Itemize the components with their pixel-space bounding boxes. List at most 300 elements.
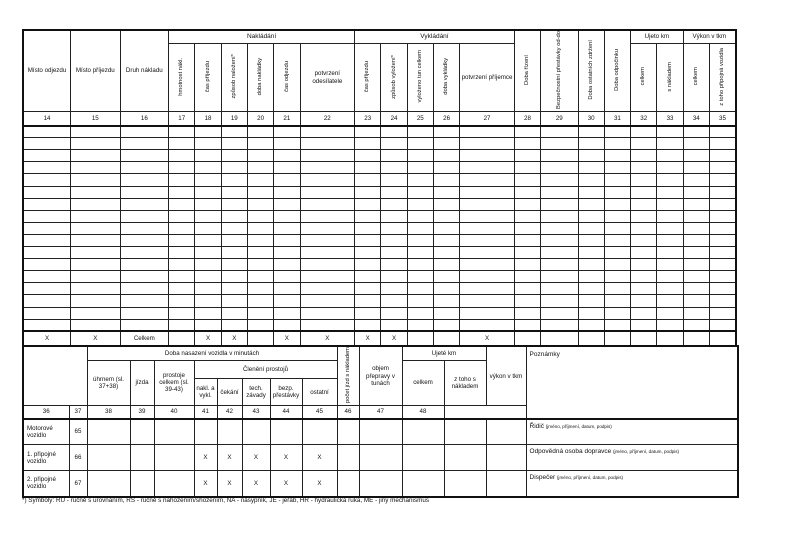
entry-cell[interactable]: [381, 138, 407, 150]
entry-cell[interactable]: [407, 259, 433, 271]
entry-cell[interactable]: [631, 307, 657, 319]
entry-cell[interactable]: [407, 222, 433, 234]
entry-cell[interactable]: [460, 162, 515, 174]
entry-cell[interactable]: [300, 295, 355, 307]
entry-cell[interactable]: [578, 295, 604, 307]
entry-cell[interactable]: [300, 259, 355, 271]
entry-cell[interactable]: [195, 283, 221, 295]
entry-cell[interactable]: [541, 259, 578, 271]
entry-cell[interactable]: [23, 138, 71, 150]
entry-cell[interactable]: [631, 150, 657, 162]
entry-cell[interactable]: [195, 150, 221, 162]
vehicle-cell[interactable]: [444, 445, 486, 471]
entry-cell[interactable]: [247, 198, 273, 210]
entry-cell[interactable]: [578, 210, 604, 222]
entry-cell[interactable]: [541, 271, 578, 283]
entry-cell[interactable]: [657, 259, 683, 271]
entry-cell[interactable]: [381, 186, 407, 198]
entry-cell[interactable]: [657, 295, 683, 307]
entry-cell[interactable]: [541, 162, 578, 174]
entry-cell[interactable]: [195, 222, 221, 234]
entry-cell[interactable]: [514, 319, 540, 331]
entry-cell[interactable]: [221, 259, 247, 271]
entry-cell[interactable]: [274, 198, 300, 210]
entry-cell[interactable]: [381, 283, 407, 295]
entry-cell[interactable]: [120, 271, 169, 283]
entry-cell[interactable]: [709, 271, 736, 283]
entry-cell[interactable]: [541, 283, 578, 295]
entry-cell[interactable]: [355, 198, 381, 210]
entry-cell[interactable]: [120, 295, 169, 307]
entry-cell[interactable]: [120, 186, 169, 198]
entry-cell[interactable]: [381, 126, 407, 138]
entry-cell[interactable]: [355, 186, 381, 198]
entry-cell[interactable]: [683, 210, 709, 222]
vehicle-cell[interactable]: X: [194, 445, 217, 471]
entry-cell[interactable]: [221, 162, 247, 174]
entry-cell[interactable]: [604, 210, 630, 222]
entry-cell[interactable]: [169, 234, 195, 246]
entry-cell[interactable]: [195, 234, 221, 246]
entry-cell[interactable]: [407, 295, 433, 307]
entry-cell[interactable]: [631, 222, 657, 234]
entry-cell[interactable]: [169, 210, 195, 222]
entry-cell[interactable]: [407, 198, 433, 210]
entry-cell[interactable]: [247, 210, 273, 222]
entry-cell[interactable]: [407, 247, 433, 259]
entry-cell[interactable]: [578, 222, 604, 234]
entry-cell[interactable]: [221, 307, 247, 319]
entry-cell[interactable]: [709, 234, 736, 246]
entry-cell[interactable]: [604, 174, 630, 186]
vehicle-cell[interactable]: [337, 445, 359, 471]
entry-cell[interactable]: [631, 174, 657, 186]
entry-cell[interactable]: [247, 295, 273, 307]
entry-cell[interactable]: [578, 162, 604, 174]
entry-cell[interactable]: [247, 247, 273, 259]
entry-cell[interactable]: [300, 186, 355, 198]
entry-cell[interactable]: [631, 198, 657, 210]
entry-cell[interactable]: [541, 247, 578, 259]
entry-cell[interactable]: [709, 247, 736, 259]
entry-cell[interactable]: [247, 174, 273, 186]
entry-cell[interactable]: [604, 138, 630, 150]
entry-cell[interactable]: [23, 174, 71, 186]
entry-cell[interactable]: [460, 210, 515, 222]
entry-cell[interactable]: [657, 162, 683, 174]
entry-cell[interactable]: [300, 283, 355, 295]
vehicle-cell[interactable]: [486, 445, 526, 471]
entry-cell[interactable]: [433, 234, 459, 246]
entry-cell[interactable]: [683, 162, 709, 174]
vehicle-cell[interactable]: [359, 471, 402, 497]
entry-cell[interactable]: [274, 150, 300, 162]
entry-cell[interactable]: [709, 150, 736, 162]
entry-cell[interactable]: [578, 150, 604, 162]
entry-cell[interactable]: [169, 150, 195, 162]
entry-cell[interactable]: [71, 283, 121, 295]
entry-cell[interactable]: [274, 319, 300, 331]
entry-cell[interactable]: [120, 319, 169, 331]
entry-cell[interactable]: [355, 271, 381, 283]
entry-cell[interactable]: [460, 198, 515, 210]
entry-cell[interactable]: [407, 174, 433, 186]
entry-cell[interactable]: [709, 307, 736, 319]
entry-cell[interactable]: [274, 222, 300, 234]
entry-cell[interactable]: [657, 186, 683, 198]
entry-cell[interactable]: [247, 259, 273, 271]
entry-cell[interactable]: [631, 138, 657, 150]
entry-cell[interactable]: [247, 126, 273, 138]
entry-cell[interactable]: [169, 138, 195, 150]
entry-cell[interactable]: [381, 210, 407, 222]
entry-cell[interactable]: [657, 150, 683, 162]
entry-cell[interactable]: [433, 150, 459, 162]
entry-cell[interactable]: [300, 210, 355, 222]
entry-cell[interactable]: [514, 222, 540, 234]
entry-cell[interactable]: [23, 126, 71, 138]
entry-cell[interactable]: [247, 150, 273, 162]
entry-cell[interactable]: [71, 186, 121, 198]
entry-cell[interactable]: [433, 210, 459, 222]
entry-cell[interactable]: [355, 210, 381, 222]
entry-cell[interactable]: [514, 198, 540, 210]
entry-cell[interactable]: [355, 162, 381, 174]
entry-cell[interactable]: [541, 295, 578, 307]
entry-cell[interactable]: [683, 247, 709, 259]
entry-cell[interactable]: [300, 198, 355, 210]
entry-cell[interactable]: [247, 234, 273, 246]
entry-cell[interactable]: [23, 295, 71, 307]
entry-cell[interactable]: [683, 295, 709, 307]
vehicle-cell[interactable]: [337, 419, 359, 445]
entry-cell[interactable]: [604, 259, 630, 271]
entry-cell[interactable]: [23, 186, 71, 198]
entry-cell[interactable]: [578, 186, 604, 198]
vehicle-cell[interactable]: [359, 419, 402, 445]
entry-cell[interactable]: [683, 222, 709, 234]
entry-cell[interactable]: [71, 126, 121, 138]
entry-cell[interactable]: [247, 186, 273, 198]
entry-cell[interactable]: [541, 126, 578, 138]
entry-cell[interactable]: [657, 283, 683, 295]
entry-cell[interactable]: [120, 138, 169, 150]
entry-cell[interactable]: [120, 198, 169, 210]
entry-cell[interactable]: [709, 162, 736, 174]
entry-cell[interactable]: [71, 271, 121, 283]
vehicle-cell[interactable]: [337, 471, 359, 497]
vehicle-cell[interactable]: [486, 419, 526, 445]
entry-cell[interactable]: [433, 198, 459, 210]
entry-cell[interactable]: [274, 307, 300, 319]
entry-cell[interactable]: [169, 174, 195, 186]
entry-cell[interactable]: [71, 138, 121, 150]
entry-cell[interactable]: [683, 186, 709, 198]
entry-cell[interactable]: [23, 247, 71, 259]
entry-cell[interactable]: [433, 295, 459, 307]
entry-cell[interactable]: [709, 198, 736, 210]
entry-cell[interactable]: [514, 247, 540, 259]
entry-cell[interactable]: [631, 126, 657, 138]
entry-cell[interactable]: [631, 319, 657, 331]
entry-cell[interactable]: [381, 319, 407, 331]
entry-cell[interactable]: [355, 307, 381, 319]
entry-cell[interactable]: [195, 162, 221, 174]
entry-cell[interactable]: [274, 210, 300, 222]
vehicle-cell[interactable]: X: [270, 445, 302, 471]
vehicle-cell[interactable]: X: [242, 445, 270, 471]
entry-cell[interactable]: [23, 162, 71, 174]
entry-cell[interactable]: [683, 126, 709, 138]
entry-cell[interactable]: [195, 138, 221, 150]
entry-cell[interactable]: [460, 222, 515, 234]
vehicle-cell[interactable]: X: [242, 471, 270, 497]
entry-cell[interactable]: [683, 234, 709, 246]
entry-cell[interactable]: [195, 295, 221, 307]
entry-cell[interactable]: [460, 174, 515, 186]
entry-cell[interactable]: [120, 210, 169, 222]
entry-cell[interactable]: [195, 186, 221, 198]
entry-cell[interactable]: [604, 222, 630, 234]
entry-cell[interactable]: [460, 186, 515, 198]
entry-cell[interactable]: [683, 307, 709, 319]
entry-cell[interactable]: [514, 150, 540, 162]
entry-cell[interactable]: [195, 307, 221, 319]
entry-cell[interactable]: [460, 138, 515, 150]
entry-cell[interactable]: [71, 198, 121, 210]
signature-field[interactable]: [526, 419, 738, 445]
entry-cell[interactable]: [514, 186, 540, 198]
entry-cell[interactable]: [120, 283, 169, 295]
entry-cell[interactable]: [541, 210, 578, 222]
entry-cell[interactable]: [683, 174, 709, 186]
entry-cell[interactable]: [381, 150, 407, 162]
entry-cell[interactable]: [657, 247, 683, 259]
entry-cell[interactable]: [578, 198, 604, 210]
entry-cell[interactable]: [381, 198, 407, 210]
entry-cell[interactable]: [169, 319, 195, 331]
entry-cell[interactable]: [300, 222, 355, 234]
entry-cell[interactable]: [407, 307, 433, 319]
entry-cell[interactable]: [195, 271, 221, 283]
entry-cell[interactable]: [657, 319, 683, 331]
vehicle-cell[interactable]: [130, 419, 154, 445]
entry-cell[interactable]: [23, 234, 71, 246]
entry-cell[interactable]: [221, 247, 247, 259]
entry-cell[interactable]: [433, 126, 459, 138]
entry-cell[interactable]: [604, 126, 630, 138]
entry-cell[interactable]: [578, 174, 604, 186]
entry-cell[interactable]: [631, 186, 657, 198]
entry-cell[interactable]: [604, 295, 630, 307]
entry-cell[interactable]: [460, 307, 515, 319]
entry-cell[interactable]: [578, 271, 604, 283]
entry-cell[interactable]: [120, 307, 169, 319]
entry-cell[interactable]: [683, 150, 709, 162]
vehicle-cell[interactable]: X: [194, 471, 217, 497]
vehicle-cell[interactable]: [270, 419, 302, 445]
vehicle-cell[interactable]: [217, 419, 242, 445]
entry-cell[interactable]: [23, 210, 71, 222]
vehicle-cell[interactable]: [154, 445, 194, 471]
entry-cell[interactable]: [120, 259, 169, 271]
entry-cell[interactable]: [407, 210, 433, 222]
entry-cell[interactable]: [433, 186, 459, 198]
entry-cell[interactable]: [604, 247, 630, 259]
entry-cell[interactable]: [247, 307, 273, 319]
entry-cell[interactable]: [683, 259, 709, 271]
entry-cell[interactable]: [657, 126, 683, 138]
entry-cell[interactable]: [433, 162, 459, 174]
entry-cell[interactable]: [578, 126, 604, 138]
entry-cell[interactable]: [433, 319, 459, 331]
entry-cell[interactable]: [71, 259, 121, 271]
entry-cell[interactable]: [514, 259, 540, 271]
vehicle-cell[interactable]: X: [302, 471, 337, 497]
entry-cell[interactable]: [657, 271, 683, 283]
entry-cell[interactable]: [195, 259, 221, 271]
entry-cell[interactable]: [433, 283, 459, 295]
entry-cell[interactable]: [604, 271, 630, 283]
entry-cell[interactable]: [355, 138, 381, 150]
entry-cell[interactable]: [274, 271, 300, 283]
entry-cell[interactable]: [578, 259, 604, 271]
entry-cell[interactable]: [683, 271, 709, 283]
entry-cell[interactable]: [23, 283, 71, 295]
entry-cell[interactable]: [274, 234, 300, 246]
entry-cell[interactable]: [120, 234, 169, 246]
entry-cell[interactable]: [71, 295, 121, 307]
entry-cell[interactable]: [407, 150, 433, 162]
entry-cell[interactable]: [221, 295, 247, 307]
entry-cell[interactable]: [631, 283, 657, 295]
vehicle-cell[interactable]: [302, 419, 337, 445]
entry-cell[interactable]: [407, 126, 433, 138]
entry-cell[interactable]: [221, 150, 247, 162]
entry-cell[interactable]: [709, 138, 736, 150]
entry-cell[interactable]: [71, 307, 121, 319]
vehicle-cell[interactable]: [154, 471, 194, 497]
entry-cell[interactable]: [23, 222, 71, 234]
entry-cell[interactable]: [541, 138, 578, 150]
entry-cell[interactable]: [274, 186, 300, 198]
entry-cell[interactable]: [407, 234, 433, 246]
entry-cell[interactable]: [407, 271, 433, 283]
entry-cell[interactable]: [381, 295, 407, 307]
entry-cell[interactable]: [195, 198, 221, 210]
entry-cell[interactable]: [71, 234, 121, 246]
entry-cell[interactable]: [300, 126, 355, 138]
entry-cell[interactable]: [709, 295, 736, 307]
entry-cell[interactable]: [604, 162, 630, 174]
entry-cell[interactable]: [657, 222, 683, 234]
vehicle-cell[interactable]: [242, 419, 270, 445]
entry-cell[interactable]: [683, 138, 709, 150]
entry-cell[interactable]: [169, 222, 195, 234]
entry-cell[interactable]: [71, 174, 121, 186]
vehicle-cell[interactable]: [87, 471, 130, 497]
entry-cell[interactable]: [381, 174, 407, 186]
entry-cell[interactable]: [71, 222, 121, 234]
entry-cell[interactable]: [71, 247, 121, 259]
vehicle-cell[interactable]: [87, 419, 130, 445]
entry-cell[interactable]: [604, 283, 630, 295]
entry-cell[interactable]: [460, 150, 515, 162]
entry-cell[interactable]: [433, 247, 459, 259]
vehicle-cell[interactable]: [402, 471, 444, 497]
entry-cell[interactable]: [274, 259, 300, 271]
entry-cell[interactable]: [604, 234, 630, 246]
entry-cell[interactable]: [221, 271, 247, 283]
entry-cell[interactable]: [221, 319, 247, 331]
entry-cell[interactable]: [169, 295, 195, 307]
entry-cell[interactable]: [460, 271, 515, 283]
entry-cell[interactable]: [71, 162, 121, 174]
entry-cell[interactable]: [657, 234, 683, 246]
entry-cell[interactable]: [221, 222, 247, 234]
vehicle-cell[interactable]: X: [217, 471, 242, 497]
entry-cell[interactable]: [631, 234, 657, 246]
entry-cell[interactable]: [120, 162, 169, 174]
entry-cell[interactable]: [631, 162, 657, 174]
entry-cell[interactable]: [221, 198, 247, 210]
vehicle-cell[interactable]: [154, 419, 194, 445]
entry-cell[interactable]: [604, 198, 630, 210]
entry-cell[interactable]: [514, 162, 540, 174]
entry-cell[interactable]: [274, 162, 300, 174]
entry-cell[interactable]: [604, 150, 630, 162]
entry-cell[interactable]: [300, 150, 355, 162]
entry-cell[interactable]: [657, 174, 683, 186]
entry-cell[interactable]: [709, 210, 736, 222]
entry-cell[interactable]: [460, 283, 515, 295]
entry-cell[interactable]: [169, 271, 195, 283]
entry-cell[interactable]: [23, 198, 71, 210]
vehicle-cell[interactable]: [130, 471, 154, 497]
entry-cell[interactable]: [541, 150, 578, 162]
vehicle-cell[interactable]: X: [302, 445, 337, 471]
entry-cell[interactable]: [274, 283, 300, 295]
entry-cell[interactable]: [355, 174, 381, 186]
entry-cell[interactable]: [657, 138, 683, 150]
entry-cell[interactable]: [407, 138, 433, 150]
entry-cell[interactable]: [355, 259, 381, 271]
signature-field[interactable]: [526, 471, 738, 497]
entry-cell[interactable]: [460, 126, 515, 138]
entry-cell[interactable]: [514, 283, 540, 295]
entry-cell[interactable]: [514, 210, 540, 222]
entry-cell[interactable]: [300, 138, 355, 150]
entry-cell[interactable]: [460, 234, 515, 246]
entry-cell[interactable]: [460, 259, 515, 271]
entry-cell[interactable]: [195, 247, 221, 259]
entry-cell[interactable]: [433, 307, 459, 319]
entry-cell[interactable]: [195, 174, 221, 186]
entry-cell[interactable]: [120, 126, 169, 138]
entry-cell[interactable]: [221, 126, 247, 138]
entry-cell[interactable]: [300, 271, 355, 283]
entry-cell[interactable]: [221, 138, 247, 150]
entry-cell[interactable]: [247, 319, 273, 331]
entry-cell[interactable]: [169, 247, 195, 259]
entry-cell[interactable]: [460, 247, 515, 259]
entry-cell[interactable]: [169, 198, 195, 210]
entry-cell[interactable]: [433, 259, 459, 271]
entry-cell[interactable]: [120, 222, 169, 234]
entry-cell[interactable]: [169, 283, 195, 295]
vehicle-cell[interactable]: [130, 445, 154, 471]
vehicle-cell[interactable]: [444, 419, 486, 445]
